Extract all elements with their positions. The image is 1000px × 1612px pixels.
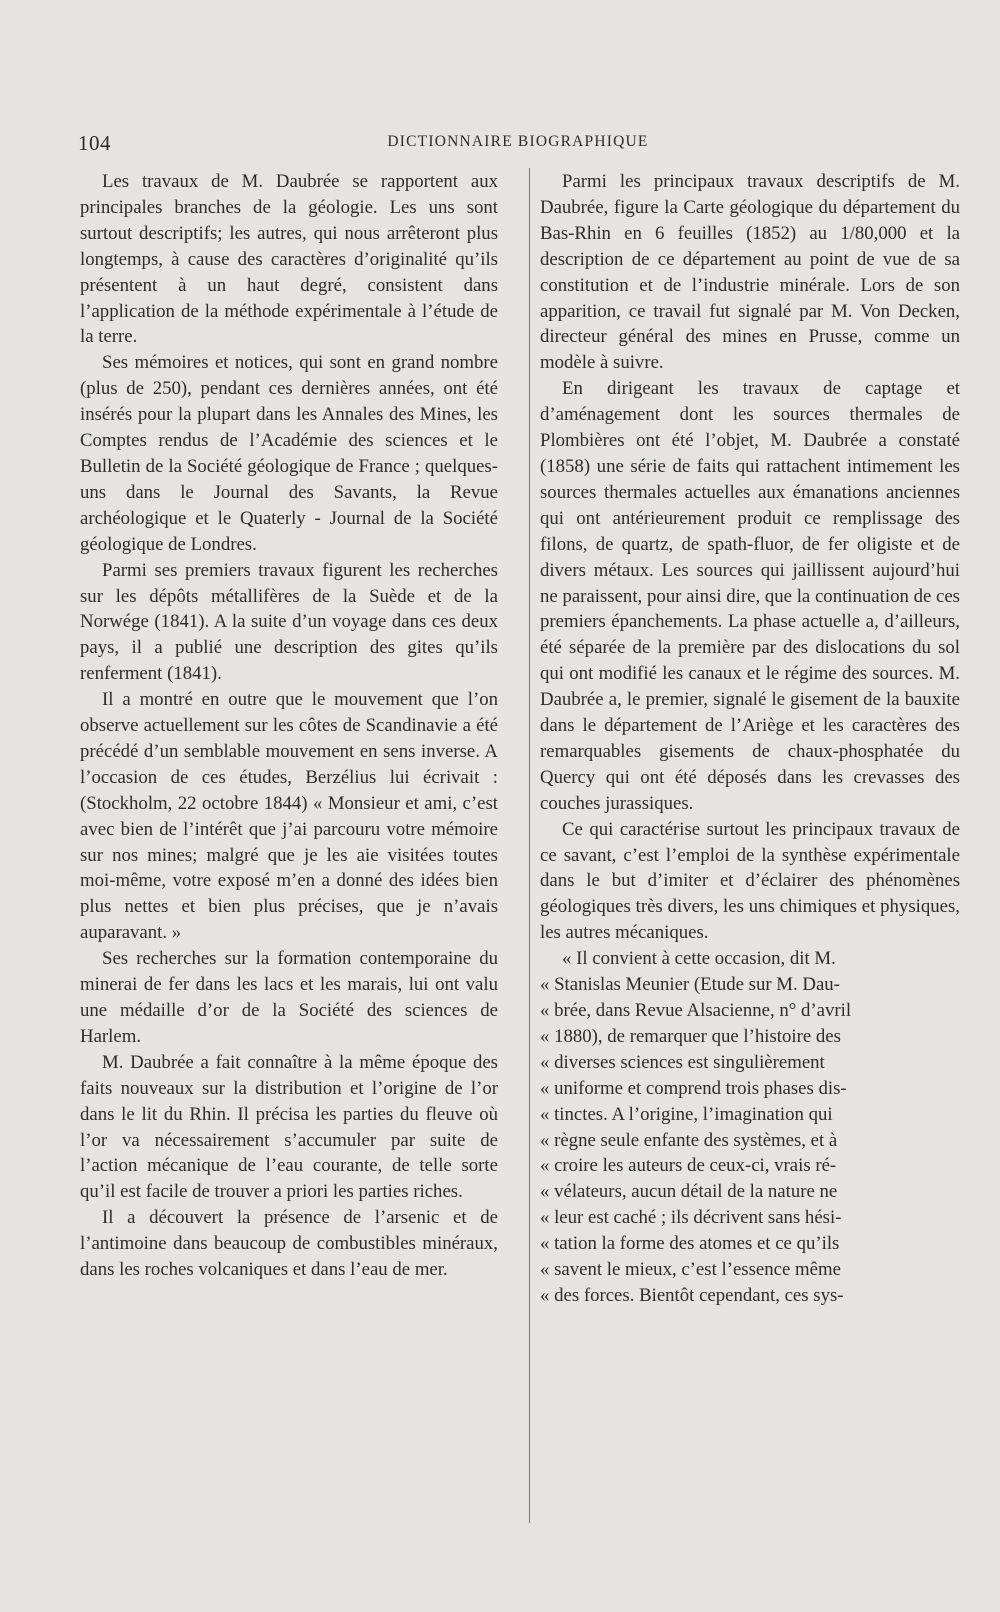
paragraph: Les travaux de M. Daubrée se rapportent aux principales branches de la géologie. Les uns sont surtout descriptifs; les autres, qui nous arrêteront plus longtemps, à cause des caractères d’originalité qu’ils présentent à un haut degré, consistent dans l’application de la méthode expérimentale à l’étude de la terre. <box>80 171 498 348</box>
quote-line: « vélateurs, aucun détail de la nature ne <box>540 1181 838 1203</box>
column-divider <box>529 168 530 1523</box>
quote-line: « tinctes. A l’origine, l’imagination qui <box>540 1103 833 1125</box>
paragraph: Ce qui caractérise surtout les principaux travaux de ce savant, c’est l’emploi de la synthèse expérimentale dans le but d’imiter et d’éclairer des phénomènes géologiques très divers, les uns chimiques et physiques, les autres mécaniques. <box>540 818 960 944</box>
quote-line: « leur est caché ; ils décrivent sans hési- <box>540 1207 842 1229</box>
quote-line: « règne seule enfante des systèmes, et à <box>540 1129 838 1151</box>
page-number: 104 <box>78 131 111 155</box>
paragraph: En dirigeant les travaux de captage et d’aménagement dont les sources thermales de Plombières ont été l’objet, M. Daubrée a constaté (1858) une série de faits qui rattachent intimement les sources thermales actuelles aux émanations anciennes qui ont antérieurement produit ce remplissage des filons, de quartz, de spath-fluor, de fer oligiste et de divers métaux. Les sources qui jaillissent aujourd’hui ne paraissent, pour ainsi dire, que la continuation de ces premiers épanchements. La phase actuelle a, d’ailleurs, été séparée de la première par des dislocations du sol qui ont modifié les canaux et le régime des sources. M. Daubrée a, le premier, signalé le gisement de la bauxite dans le département de l’Ariège et les caractères des remarquables gisements de chaux-phosphatée du Quercy qui ont été déposés dans les crevasses des couches jurassiques. <box>540 378 960 814</box>
paragraph: Parmi ses premiers travaux figurent les recherches sur les dépôts métallifères de la Suède et de la Norwége (1841). A la suite d’un voyage dans ces deux pays, il a publié une description des gites qu’ils renferment (1841). <box>80 559 498 685</box>
quote-line: « brée, dans Revue Alsacienne, n° d’avril <box>540 1000 852 1021</box>
quote-line: « Stanislas Meunier (Etude sur M. Dau- <box>540 974 840 996</box>
quote-line: « croire les auteurs de ceux-ci, vrais ré- <box>540 1155 837 1177</box>
paragraph: Ses mémoires et notices, qui sont en grand nombre (plus de 250), pendant ces dernières années, ont été insérés pour la plupart dans les Annales des Mines, les Comptes rendus de l’Académie des sciences et le Bulletin de la Société géologique de France ; quelques-uns dans le Journal des Savants, la Revue archéologique et le Quaterly - Journal de la Société géologique de Londres. <box>80 352 498 555</box>
quote-line: « Il convient à cette occasion, dit M. <box>562 948 836 970</box>
left-column <box>80 169 498 1283</box>
paragraph: Ses recherches sur la formation contemporaine du minerai de fer dans les lacs et les marais, lui ont valu une médaille d’or de la Société des sciences de Harlem. <box>80 948 498 1047</box>
right-column <box>540 169 960 1309</box>
paragraph: Il a découvert la présence de l’arsenic et de l’antimoine dans beaucoup de combustibles minéraux, dans les roches volcaniques et dans l’eau de mer. <box>80 1207 498 1281</box>
paragraph: Parmi les principaux travaux descriptifs de M. Daubrée, figure la Carte géologique du département du Bas-Rhin en 6 feuilles (1852) au 1/80,000 et la description de ce département au point de vue de sa constitution et de l’industrie minérale. Lors de son apparition, ce travail fut signalé par M. Von Decken, directeur général des mines en Prusse, comme un modèle à suivre. <box>540 171 960 374</box>
quote-line: « des forces. Bientôt cependant, ces sys- <box>540 1284 844 1306</box>
quote-line: « tation la forme des atomes et ce qu’ils <box>540 1233 840 1255</box>
quote-line: « savent le mieux, c’est l’essence même <box>540 1259 841 1281</box>
paragraph: Il a montré en outre que le mouvement que l’on observe actuellement sur les côtes de Scandinavie a été précédé d’un semblable mouvement en sens inverse. A l’occasion de ces études, Berzélius lui écrivait : (Stockholm, 22 octobre 1844) « Monsieur et ami, c’est avec bien de l’intérêt que j’ai parcouru votre mémoire sur nos mines; malgré que je les aie visitées toutes moi-même, votre exposé m’en a donné des idées bien plus nettes et bien plus précises, que je n’avais auparavant. » <box>80 689 498 944</box>
running-title: DICTIONNAIRE BIOGRAPHIQUE <box>387 133 649 150</box>
quote-line: « 1880), de remarquer que l’histoire des <box>540 1025 841 1047</box>
page-header <box>78 131 958 157</box>
quote-line: « diverses sciences est singulièrement <box>540 1051 825 1073</box>
quote-line: « uniforme et comprend trois phases dis- <box>540 1077 847 1099</box>
paragraph: M. Daubrée a fait connaître à la même époque des faits nouveaux sur la distribution et l’origine de l’or dans le lit du Rhin. Il précisa les parties du fleuve où l’or va nécessairement s’accumuler par suite de l’action mécanique de l’eau courante, de telle sorte qu’il est facile de trouver a priori les parties riches. <box>80 1051 498 1203</box>
